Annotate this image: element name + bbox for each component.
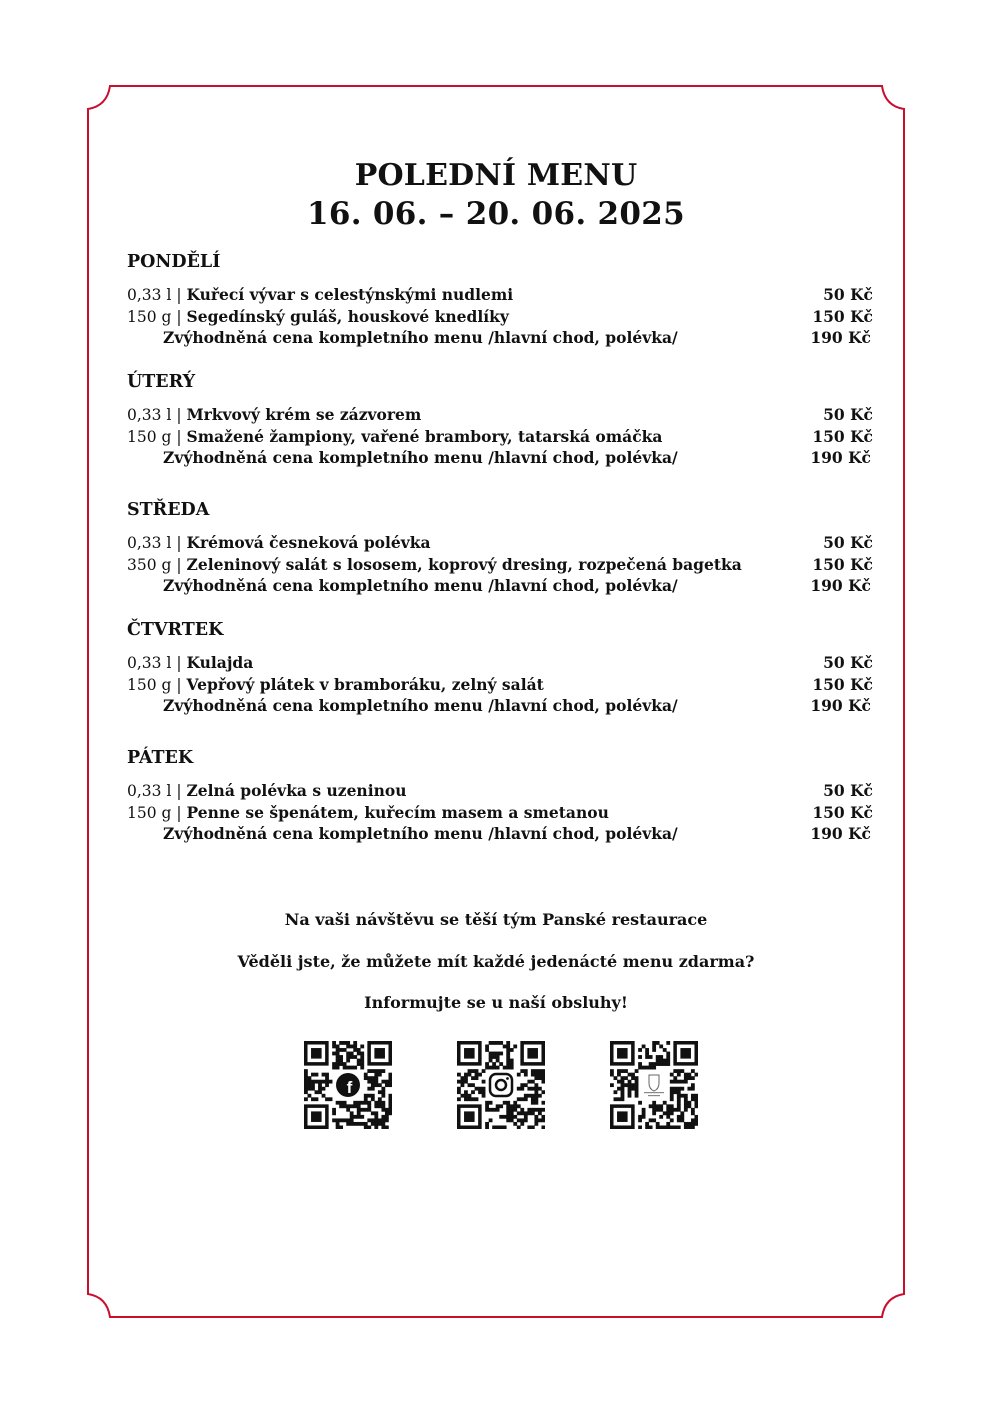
day-section-friday bbox=[127, 746, 887, 845]
svg-text:f: f bbox=[346, 1078, 353, 1097]
item-name: Krémová česneková polévka bbox=[186, 533, 431, 552]
main-item bbox=[127, 674, 887, 696]
combo-price: 190 Kč bbox=[810, 448, 871, 467]
date-range: 16. 06. – 20. 06. 2025 bbox=[306, 196, 686, 232]
separator: | bbox=[171, 286, 187, 304]
separator: | bbox=[171, 555, 187, 574]
main-item bbox=[127, 554, 887, 576]
combo-offer bbox=[127, 447, 887, 469]
item-quantity: 0,33 l bbox=[127, 534, 172, 552]
combo-offer bbox=[127, 695, 887, 717]
restaurant-logo-icon bbox=[641, 1072, 667, 1098]
separator: | bbox=[171, 654, 187, 672]
soup-item bbox=[127, 652, 887, 674]
item-quantity: 150 g bbox=[127, 307, 172, 326]
qr-code-instagram[interactable] bbox=[457, 1041, 545, 1129]
soup-item bbox=[127, 780, 887, 802]
item-quantity: 0,33 l bbox=[127, 782, 172, 800]
separator: | bbox=[171, 534, 187, 552]
item-price: 50 Kč bbox=[823, 533, 873, 552]
combo-text: Zvýhodněná cena kompletního menu /hlavní chod, polévka/ bbox=[163, 696, 678, 715]
page-title: POLEDNÍ MENU bbox=[354, 158, 638, 193]
combo-offer bbox=[127, 575, 887, 597]
separator: | bbox=[171, 307, 187, 326]
day-section-thursday bbox=[127, 618, 887, 717]
item-name: Vepřový plátek v bramboráku, zelný salát bbox=[186, 674, 544, 694]
day-heading: PONDĚLÍ bbox=[127, 252, 221, 272]
item-price: 50 Kč bbox=[823, 781, 873, 800]
combo-price: 190 Kč bbox=[810, 576, 871, 595]
instagram-icon bbox=[490, 1074, 512, 1096]
item-price: 50 Kč bbox=[823, 405, 873, 424]
separator: | bbox=[171, 427, 187, 446]
item-name: Kuřecí vývar s celestýnskými nudlemi bbox=[186, 285, 514, 304]
item-price: 150 Kč bbox=[812, 674, 873, 694]
item-name: Penne se špenátem, kuřecím masem a smetanou bbox=[186, 802, 609, 822]
qr-code-restaurant[interactable] bbox=[610, 1041, 698, 1129]
facebook-icon bbox=[336, 1073, 360, 1097]
item-quantity: 150 g bbox=[127, 803, 172, 822]
footer-info: Informujte se u naší obsluhy! bbox=[364, 993, 628, 1012]
item-price: 50 Kč bbox=[823, 285, 873, 304]
day-heading: ÚTERÝ bbox=[127, 372, 196, 392]
item-name: Kulajda bbox=[186, 653, 254, 672]
item-name: Smažené žampiony, vařené brambory, tatarská omáčka bbox=[186, 426, 663, 446]
item-name: Zelná polévka s uzeninou bbox=[186, 781, 407, 800]
item-price: 150 Kč bbox=[812, 802, 873, 822]
day-heading: STŘEDA bbox=[127, 500, 210, 520]
item-quantity: 150 g bbox=[127, 675, 172, 694]
footer-loyalty-question: Věděli jste, že můžete mít každé jedenácté menu zdarma? bbox=[237, 952, 755, 971]
main-item bbox=[127, 306, 887, 328]
item-price: 50 Kč bbox=[823, 653, 873, 672]
separator: | bbox=[171, 406, 187, 424]
combo-text: Zvýhodněná cena kompletního menu /hlavní chod, polévka/ bbox=[163, 328, 678, 347]
main-item bbox=[127, 426, 887, 448]
soup-item bbox=[127, 284, 887, 306]
separator: | bbox=[171, 675, 187, 694]
combo-price: 190 Kč bbox=[810, 328, 871, 347]
combo-price: 190 Kč bbox=[810, 824, 871, 843]
combo-text: Zvýhodněná cena kompletního menu /hlavní chod, polévka/ bbox=[163, 448, 678, 467]
item-name: Zeleninový salát s lososem, koprový dresing, rozpečená bagetka bbox=[186, 554, 742, 574]
combo-offer bbox=[127, 823, 887, 845]
main-item bbox=[127, 802, 887, 824]
qr-code-facebook[interactable] bbox=[304, 1041, 392, 1129]
item-price: 150 Kč bbox=[812, 554, 873, 574]
item-name: Mrkvový krém se zázvorem bbox=[186, 405, 422, 424]
separator: | bbox=[171, 782, 187, 800]
item-price: 150 Kč bbox=[812, 306, 873, 326]
item-quantity: 0,33 l bbox=[127, 286, 172, 304]
day-heading: ČTVRTEK bbox=[127, 620, 224, 640]
day-section-wednesday bbox=[127, 498, 887, 597]
item-quantity: 150 g bbox=[127, 427, 172, 446]
combo-text: Zvýhodněná cena kompletního menu /hlavní chod, polévka/ bbox=[163, 576, 678, 595]
soup-item bbox=[127, 532, 887, 554]
item-price: 150 Kč bbox=[812, 426, 873, 446]
item-quantity: 350 g bbox=[127, 555, 172, 574]
day-section-tuesday bbox=[127, 370, 887, 469]
separator: | bbox=[171, 803, 187, 822]
item-quantity: 0,33 l bbox=[127, 406, 172, 424]
soup-item bbox=[127, 404, 887, 426]
combo-price: 190 Kč bbox=[810, 696, 871, 715]
combo-offer bbox=[127, 327, 887, 349]
item-quantity: 0,33 l bbox=[127, 654, 172, 672]
day-section-monday bbox=[127, 250, 887, 349]
footer-greeting: Na vaši návštěvu se těší tým Panské restaurace bbox=[284, 910, 708, 929]
item-name: Segedínský guláš, houskové knedlíky bbox=[186, 306, 509, 326]
combo-text: Zvýhodněná cena kompletního menu /hlavní chod, polévka/ bbox=[163, 824, 678, 843]
day-heading: PÁTEK bbox=[127, 748, 194, 768]
